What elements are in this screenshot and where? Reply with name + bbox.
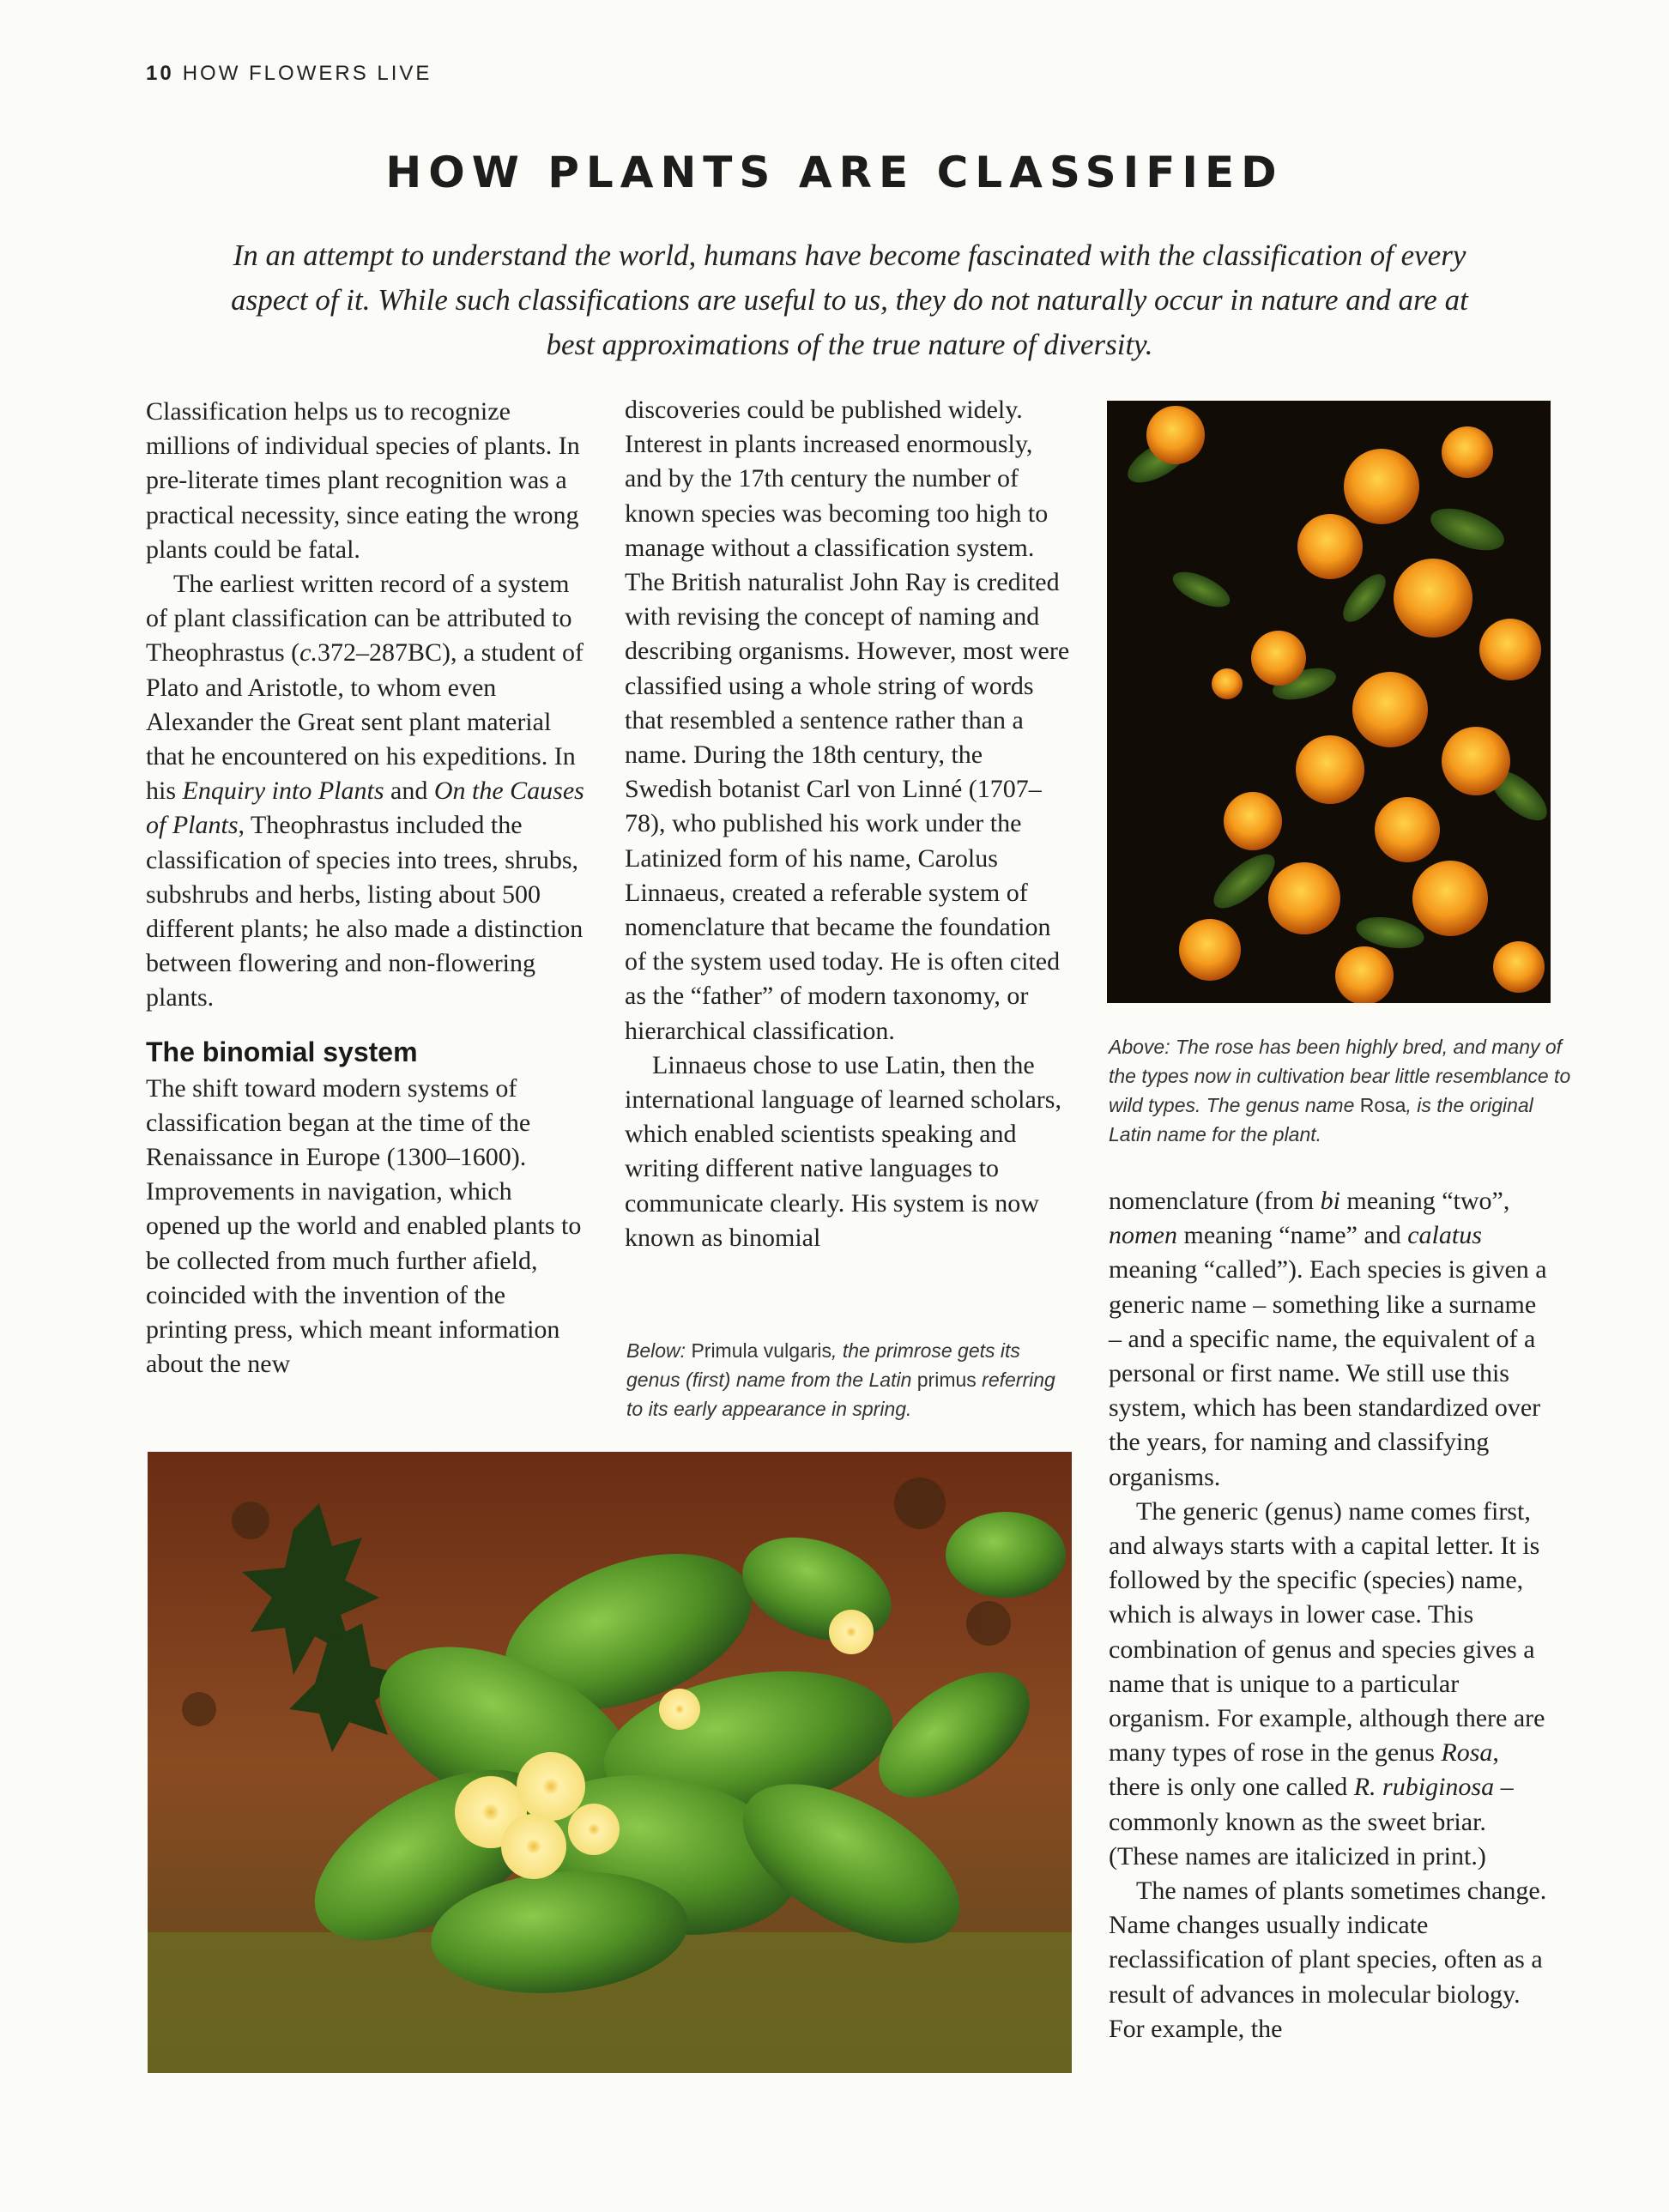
primrose-photo — [148, 1452, 1072, 2073]
section-title: HOW FLOWERS LIVE — [182, 62, 432, 85]
col3-paragraph-2: The generic (genus) name comes first, and always starts with a capital letter. It is followed by the specific (species) name, which is always in lower case. This combination of genus and species gives a name that is unique to a particular organism. For example, although there are many types of rose in the genus Rosa, there is only one called R. rubiginosa – commonly known as the sweet briar. (These names are italicized in print.) — [1109, 1496, 1545, 1871]
rose-photo — [1107, 401, 1551, 1003]
column-1 — [146, 395, 592, 1381]
col2-paragraph-2: Linnaeus chose to use Latin, then the international language of learned scholars, which enabled scientists speaking and writing different native languages to communicate clearly. His system is now known as binomial — [625, 1050, 1061, 1252]
running-head — [146, 62, 432, 86]
subhead-binomial-system: The binomial system — [146, 1036, 418, 1067]
page-title: HOW PLANTS ARE CLASSIFIED — [385, 148, 1284, 197]
col1-paragraph-1: Classification helps us to recognize millions of individual species of plants. In pre-literate times plant recognition was a practical necessity, since eating the wrong plants could be fatal. — [146, 397, 580, 564]
caption-primrose: Below: Primula vulgaris, the primrose gets its genus (first) name from the Latin primus referring to its early appearance in spring. — [626, 1339, 1055, 1420]
column-3 — [1109, 1184, 1555, 2046]
intro-paragraph: In an attempt to understand the world, humans have become fascinated with the classification of every aspect of it. While such classifications are useful to us, they do not naturally occur in nature and are at best approximations of the true nature of diversity. — [231, 239, 1468, 361]
caption-rose: Above: The rose has been highly bred, and many of the types now in cultivation bear little resemblance to wild types. The genus name Rosa, is the original Latin name for the plant. — [1109, 1036, 1571, 1145]
col3-paragraph-1: nomenclature (from bi meaning “two”, nomen meaning “name” and calatus meaning “called”). Each species is given a generic name – something like a surname – and a specific name, the equivalent of a personal or first name. We still use this system, which has been standardized over the years, for naming and classifying organisms. — [1109, 1187, 1547, 1491]
page-number: 10 — [146, 62, 174, 85]
col1-paragraph-2: The earliest written record of a system of plant classification can be attributed to Theophrastus (c.372–287BC), a student of Plato and Aristotle, to whom even Alexander the Great sent plant material that he encountered on his expeditions. In his Enquiry into Plants and On the Causes of Plants, Theophrastus included the classification of species into trees, shrubs, subshrubs and herbs, listing about 500 different plants; he also made a distinction between flowering and non-flowering plants. — [146, 570, 584, 1012]
col2-paragraph-1: discoveries could be published widely. Interest in plants increased enormously, and by the 17th century the number of known species was becoming too high to manage without a classification system. The British naturalist John Ray is credited with revising the concept of naming and describing organisms. However, most were classified using a whole string of words that resembled a sentence rather than a name. During the 18th century, the Swedish botanist Carl von Linné (1707–78), who published his work under the Latinized form of his name, Carolus Linnaeus, created a referable system of nomenclature that became the foundation of the system used today. He is often cited as the “father” of modern taxonomy, or hierarchical classification. — [625, 396, 1070, 1045]
col1-paragraph-3: The shift toward modern systems of classification began at the time of the Renaissance in Europe (1300–1600). Improvements in navigation, which opened up the world and enabled plants to be collected from much further afield, coincided with the invention of the printing press, which meant information about the new — [146, 1073, 582, 1379]
col3-paragraph-3: The names of plants sometimes change. Name changes usually indicate reclassification of plant species, often as a result of advances in molecular biology. For example, the — [1109, 1877, 1547, 2043]
column-2 — [625, 393, 1071, 1255]
